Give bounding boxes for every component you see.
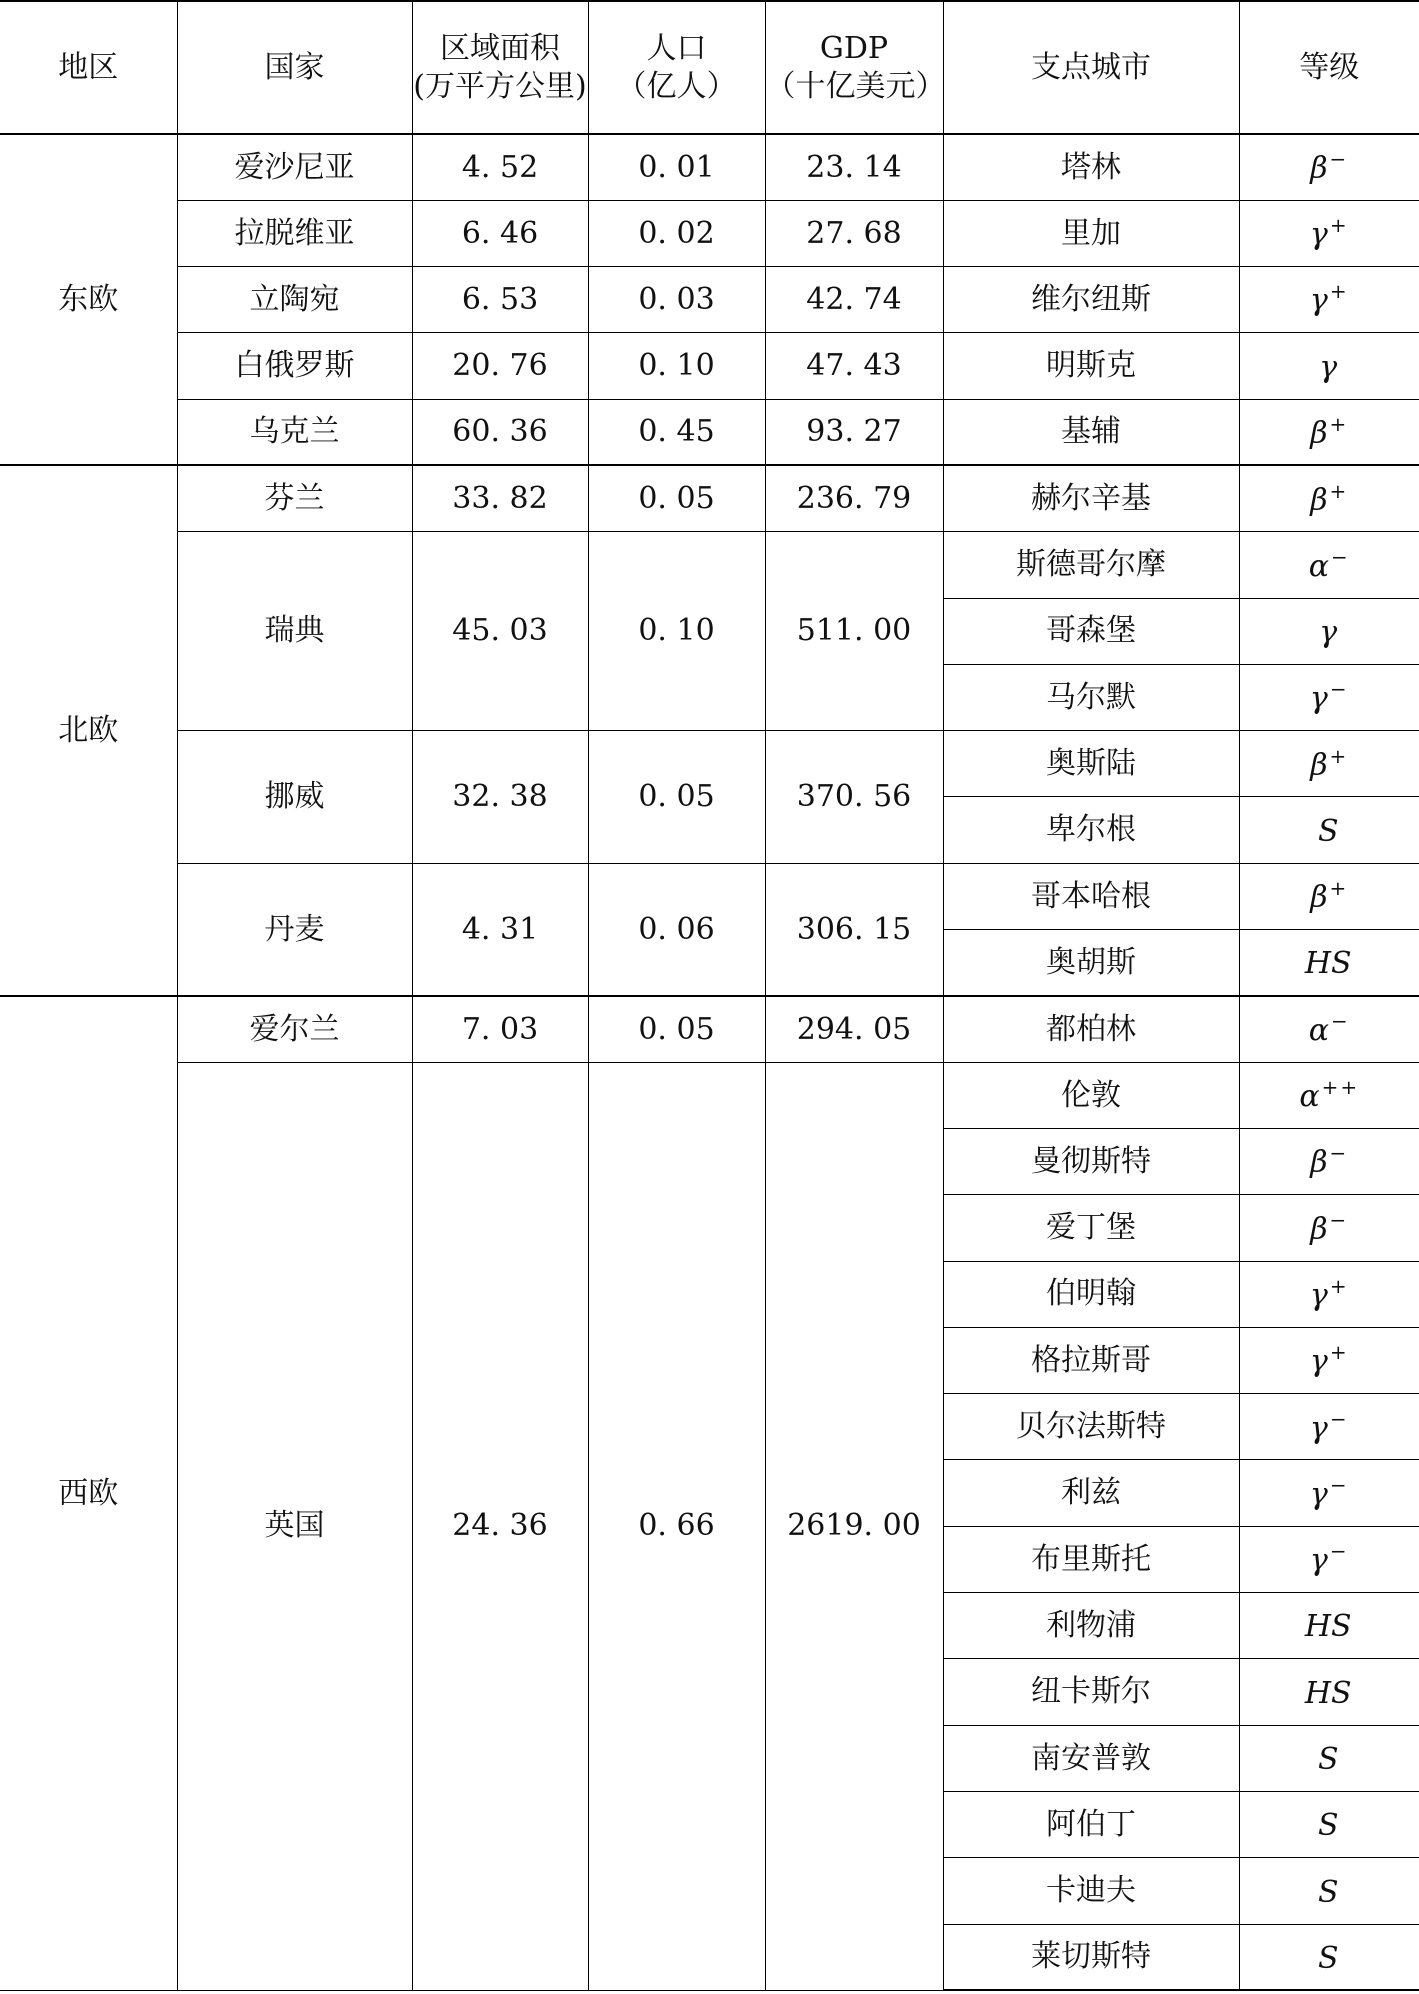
grade-cell <box>1239 1261 1419 1327</box>
city-cell: 利物浦 <box>943 1593 1239 1659</box>
population-cell: 0. 06 <box>588 863 765 996</box>
gdp-cell: 93. 27 <box>765 399 943 465</box>
header-gdp <box>765 1 946 134</box>
city-cell: 卑尔根 <box>943 797 1239 863</box>
table-row <box>0 333 1419 399</box>
gdp-cell: 42. 74 <box>765 267 943 333</box>
grade-symbol: γ <box>1309 681 1328 717</box>
grade-symbol: β <box>1310 880 1328 916</box>
header-area-line1: 区域面积 <box>440 31 560 66</box>
grade-cell <box>1239 1195 1419 1261</box>
city-cell: 爱丁堡 <box>943 1195 1239 1261</box>
city-cell: 格拉斯哥 <box>943 1327 1239 1393</box>
grade-cell <box>1239 598 1419 664</box>
header-grade: 等级 <box>1239 1 1419 134</box>
gdp-cell: 306. 15 <box>765 863 943 996</box>
grade-modifier: − <box>1329 677 1349 702</box>
city-cell: 明斯克 <box>943 333 1239 399</box>
gdp-cell: 47. 43 <box>765 333 943 399</box>
header-population-line1: 人口 <box>646 31 707 66</box>
grade-modifier: − <box>1331 544 1350 569</box>
city-cell: 塔林 <box>943 134 1239 200</box>
grade-cell <box>1239 134 1419 200</box>
grade-symbol: S <box>1317 813 1339 849</box>
city-cell: 斯德哥尔摩 <box>943 532 1239 598</box>
grade-symbol: S <box>1317 1808 1339 1844</box>
population-cell: 0. 45 <box>588 399 765 465</box>
city-cell: 贝尔法斯特 <box>943 1394 1239 1460</box>
table-row <box>0 399 1419 465</box>
header-area-line2: (万平方公里) <box>413 68 587 104</box>
grade-cell <box>1239 1791 1419 1857</box>
population-cell: 0. 01 <box>588 134 765 200</box>
population-cell: 0. 05 <box>588 996 765 1062</box>
grade-cell <box>1239 731 1419 797</box>
area-cell: 20. 76 <box>412 333 588 399</box>
city-cell: 南安普敦 <box>943 1725 1239 1791</box>
grade-cell <box>1239 399 1419 465</box>
population-cell: 0. 10 <box>588 532 765 731</box>
country-cell: 丹麦 <box>177 863 412 996</box>
grade-cell <box>1239 1659 1419 1725</box>
city-cell: 纽卡斯尔 <box>943 1659 1239 1725</box>
grade-cell <box>1239 1924 1419 1990</box>
grade-cell <box>1239 863 1419 929</box>
grade-modifier: + <box>1329 1273 1349 1298</box>
header-gdp-line1: GDP <box>819 31 889 66</box>
grade-cell <box>1239 1526 1419 1592</box>
population-cell: 0. 10 <box>588 333 765 399</box>
grade-modifier: − <box>1329 1207 1349 1232</box>
area-cell: 24. 36 <box>412 1062 588 1990</box>
city-cell: 维尔纽斯 <box>943 267 1239 333</box>
population-cell: 0. 05 <box>588 731 765 864</box>
city-cell: 阿伯丁 <box>943 1791 1239 1857</box>
grade-modifier: − <box>1329 1539 1349 1564</box>
area-cell: 6. 46 <box>412 200 588 266</box>
city-cell: 奥胡斯 <box>943 930 1239 996</box>
population-cell: 0. 05 <box>588 465 765 531</box>
grade-symbol: γ <box>1309 1543 1328 1579</box>
table-row <box>0 731 1419 797</box>
city-cell: 伯明翰 <box>943 1261 1239 1327</box>
grade-modifier: − <box>1331 1009 1350 1033</box>
grade-cell <box>1239 200 1419 266</box>
grade-cell <box>1239 1128 1419 1194</box>
area-cell: 33. 82 <box>412 465 588 531</box>
grade-cell <box>1239 1725 1419 1791</box>
area-cell: 6. 53 <box>412 267 588 333</box>
city-cell: 里加 <box>943 200 1239 266</box>
table-row <box>0 532 1419 598</box>
grade-cell <box>1239 1327 1419 1393</box>
area-cell: 7. 03 <box>412 996 588 1062</box>
area-cell: 45. 03 <box>412 532 588 731</box>
grade-modifier: − <box>1329 1472 1349 1497</box>
grade-symbol: γ <box>1309 217 1328 253</box>
table-row <box>0 465 1419 531</box>
country-cell: 英国 <box>177 1062 412 1990</box>
country-cell: 乌克兰 <box>177 399 412 465</box>
city-cell: 利兹 <box>943 1460 1239 1526</box>
grade-modifier: + <box>1329 411 1349 436</box>
gdp-cell: 236. 79 <box>765 465 943 531</box>
grade-modifier: − <box>1329 1141 1349 1166</box>
grade-cell <box>1239 465 1419 531</box>
grade-cell <box>1239 797 1419 863</box>
country-cell: 爱沙尼亚 <box>177 134 412 200</box>
country-cell: 瑞典 <box>177 532 412 731</box>
area-cell: 4. 31 <box>412 863 588 996</box>
area-cell: 4. 52 <box>412 134 588 200</box>
grade-symbol: HS <box>1304 1675 1352 1711</box>
city-cell: 曼彻斯特 <box>943 1128 1239 1194</box>
gdp-cell: 511. 00 <box>765 532 943 731</box>
city-cell: 都柏林 <box>943 996 1239 1062</box>
grade-modifier: ++ <box>1321 1075 1360 1100</box>
city-cell: 哥森堡 <box>943 598 1239 664</box>
grade-symbol: S <box>1317 1940 1339 1976</box>
grade-modifier: − <box>1329 1406 1349 1431</box>
table-row <box>0 863 1419 929</box>
country-cell: 挪威 <box>177 731 412 864</box>
grade-modifier: + <box>1329 876 1349 901</box>
grade-symbol: γ <box>1309 1410 1328 1446</box>
grade-symbol: S <box>1317 1874 1339 1910</box>
population-cell: 0. 03 <box>588 267 765 333</box>
city-cell: 赫尔辛基 <box>943 465 1239 531</box>
table-row <box>0 200 1419 266</box>
table-row <box>0 1062 1419 1128</box>
grade-cell <box>1239 1858 1419 1924</box>
city-cell: 莱切斯特 <box>943 1924 1239 1990</box>
header-population-line2: （亿人） <box>616 68 737 104</box>
grade-symbol: β <box>1310 1211 1328 1247</box>
gdp-cell: 370. 56 <box>765 731 943 864</box>
gdp-cell: 2619. 00 <box>765 1062 943 1990</box>
grade-symbol: α <box>1308 548 1329 584</box>
table-row <box>0 267 1419 333</box>
grade-symbol: γ <box>1319 614 1338 650</box>
table-row <box>0 134 1419 200</box>
grade-cell <box>1239 333 1419 399</box>
grade-symbol: γ <box>1309 1344 1328 1380</box>
grade-modifier: + <box>1329 478 1349 503</box>
grade-symbol: β <box>1310 415 1328 451</box>
grade-symbol: β <box>1310 1145 1328 1181</box>
header-region: 地区 <box>0 1 177 134</box>
grade-symbol: β <box>1310 151 1328 187</box>
grade-symbol: γ <box>1309 1476 1328 1512</box>
grade-cell <box>1239 1394 1419 1460</box>
grade-modifier: + <box>1329 1340 1349 1365</box>
grade-cell <box>1239 267 1419 333</box>
grade-cell <box>1239 532 1419 598</box>
grade-cell <box>1239 1062 1419 1128</box>
grade-symbol: HS <box>1304 1609 1352 1645</box>
grade-cell <box>1239 1593 1419 1659</box>
grade-symbol: γ <box>1309 283 1328 319</box>
grade-symbol: HS <box>1304 946 1352 982</box>
grade-modifier: + <box>1329 213 1349 238</box>
grade-symbol: β <box>1310 482 1328 518</box>
grade-modifier: + <box>1329 279 1349 304</box>
gdp-cell: 23. 14 <box>765 134 943 200</box>
header-country: 国家 <box>177 1 412 134</box>
table-row <box>0 996 1419 1062</box>
population-cell: 0. 66 <box>588 1062 765 1990</box>
grade-modifier: + <box>1329 743 1349 768</box>
header-area <box>412 1 588 134</box>
grade-symbol: S <box>1317 1742 1339 1778</box>
country-cell: 白俄罗斯 <box>177 333 412 399</box>
grade-cell <box>1239 996 1419 1062</box>
grade-symbol: β <box>1310 747 1328 783</box>
region-cell: 北欧 <box>0 465 177 995</box>
grade-symbol: γ <box>1319 349 1338 385</box>
city-cell: 伦敦 <box>943 1062 1239 1128</box>
country-cell: 拉脱维亚 <box>177 200 412 266</box>
grade-symbol: α <box>1308 1013 1329 1048</box>
header-population <box>588 1 765 134</box>
grade-cell <box>1239 930 1419 996</box>
population-cell: 0. 02 <box>588 200 765 266</box>
header-row <box>0 1 1419 134</box>
region-cell: 东欧 <box>0 134 177 465</box>
city-cell: 布里斯托 <box>943 1526 1239 1592</box>
grade-modifier: − <box>1329 147 1349 172</box>
country-cell: 爱尔兰 <box>177 996 412 1062</box>
city-cell: 卡迪夫 <box>943 1858 1239 1924</box>
area-cell: 60. 36 <box>412 399 588 465</box>
city-cell: 基辅 <box>943 399 1239 465</box>
grade-cell <box>1239 664 1419 730</box>
country-cell: 芬兰 <box>177 465 412 531</box>
header-city: 支点城市 <box>943 1 1239 134</box>
city-cell: 马尔默 <box>943 664 1239 730</box>
grade-symbol: γ <box>1309 1277 1328 1313</box>
grade-symbol: α <box>1299 1079 1320 1115</box>
city-cell: 哥本哈根 <box>943 863 1239 929</box>
country-cell: 立陶宛 <box>177 267 412 333</box>
city-cell: 奥斯陆 <box>943 731 1239 797</box>
area-cell: 32. 38 <box>412 731 588 864</box>
grade-cell <box>1239 1460 1419 1526</box>
header-gdp-line2: （十亿美元） <box>765 68 946 104</box>
gdp-cell: 27. 68 <box>765 200 943 266</box>
region-cell: 西欧 <box>0 996 177 1990</box>
gdp-cell: 294. 05 <box>765 996 943 1062</box>
